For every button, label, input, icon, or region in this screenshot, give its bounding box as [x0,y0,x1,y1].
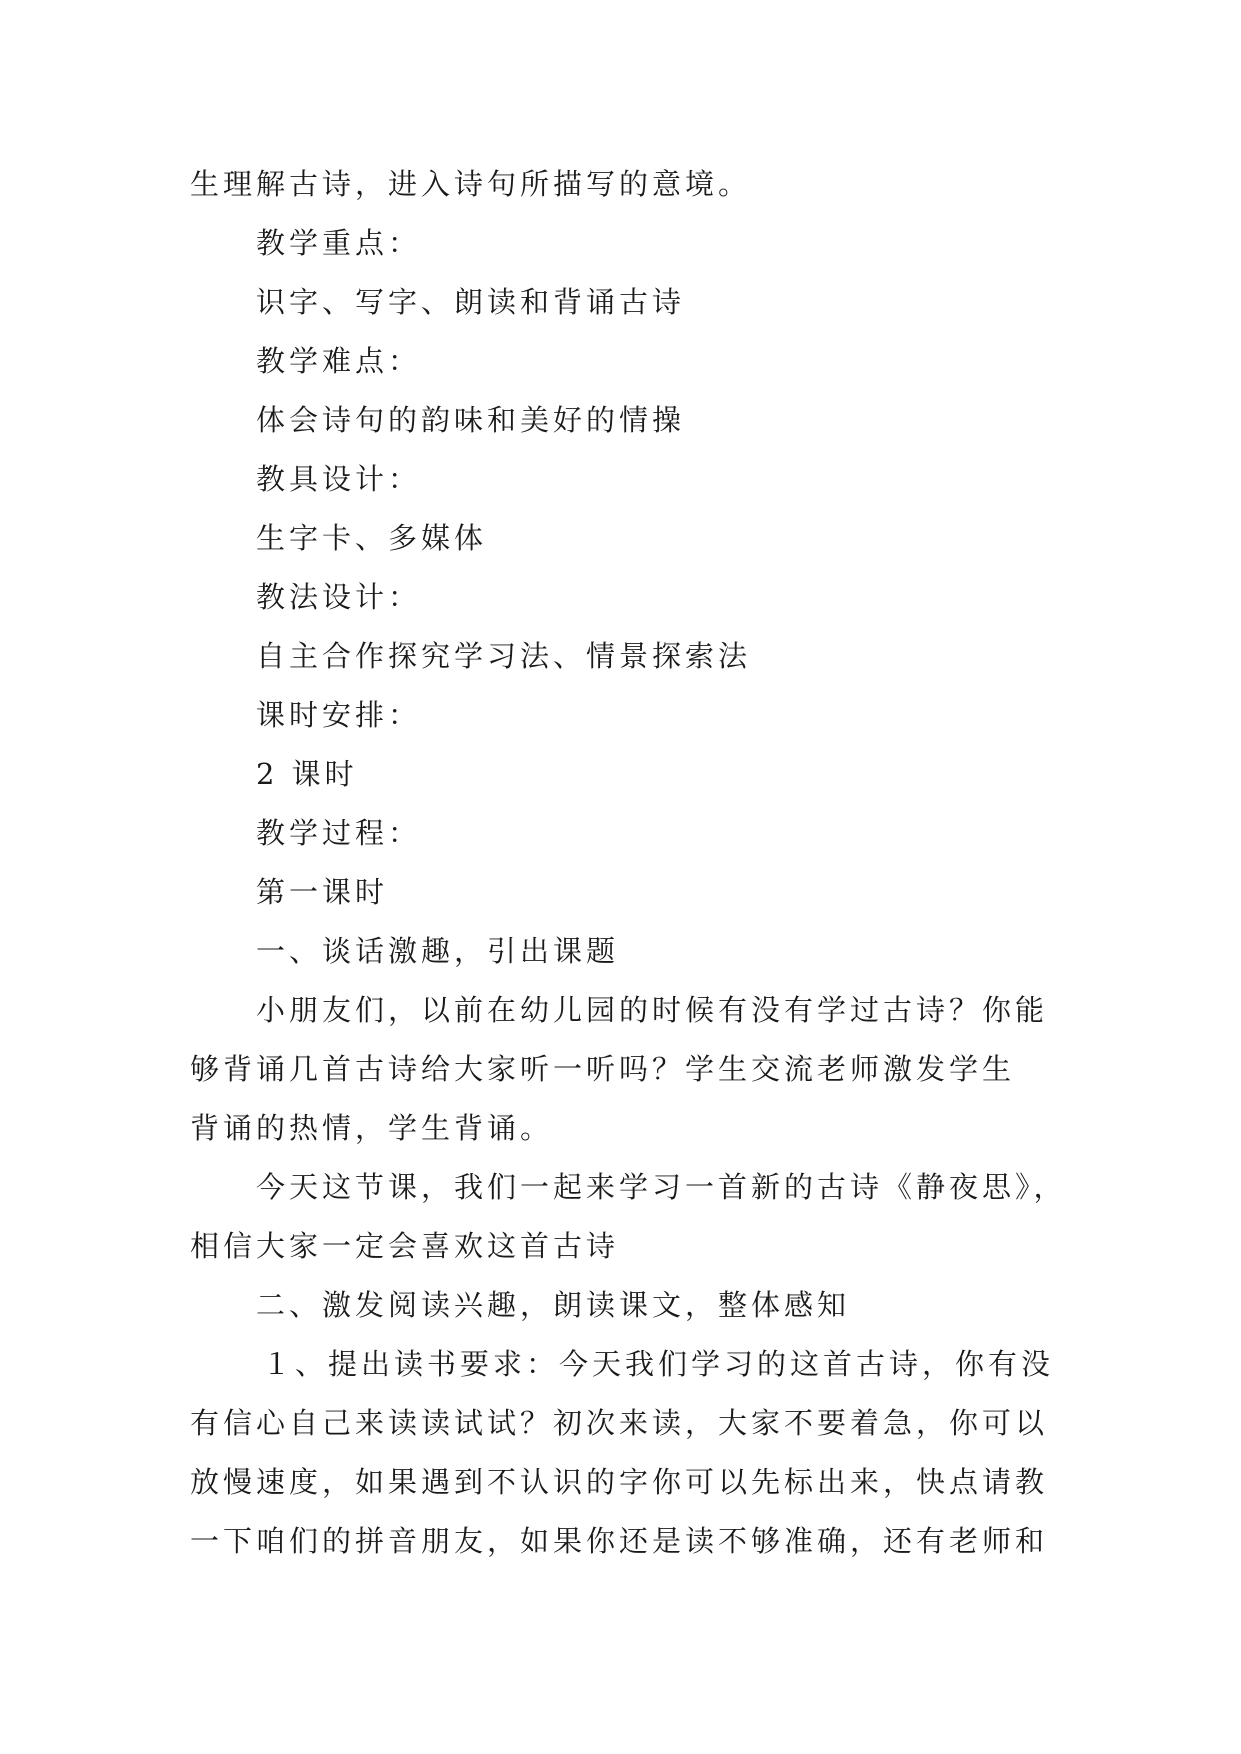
heading-teaching-process: 教学过程： [256,816,422,850]
heading-first-lesson: 第一课时 [256,875,389,909]
text-line: 放慢速度，如果遇到不认识的字你可以先标出来，快点请教 [190,1465,1049,1499]
text-line: 体会诗句的韵味和美好的情操 [256,403,686,437]
text-line: 自主合作探究学习法、情景探索法 [256,639,752,673]
text-line: 背诵的热情，学生背诵。 [190,1111,554,1145]
text-line: 识字、写字、朗读和背诵古诗 [256,285,686,319]
text-line: 相信大家一定会喜欢这首古诗 [190,1229,620,1263]
heading-schedule: 课时安排： [256,698,422,732]
text-line: 够背诵几首古诗给大家听一听吗？学生交流老师激发学生 [190,1052,1016,1086]
text-line: 有信心自己来读读试试？初次来读，大家不要着急，你可以 [190,1406,1049,1440]
text-line: 一下咱们的拼音朋友，如果你还是读不够准确，还有老师和 [190,1524,1049,1558]
text-line: 生理解古诗，进入诗句所描写的意境。 [190,167,752,201]
heading-teaching-method: 教法设计： [256,580,422,614]
text-line: 2 课时 [256,757,358,791]
heading-teaching-aids: 教具设计： [256,462,422,496]
text-line: １、提出读书要求：今天我们学习的这首古诗，你有没 [262,1347,1055,1381]
text-line: 生字卡、多媒体 [256,521,488,555]
text-line: 小朋友们，以前在幼儿园的时候有没有学过古诗？你能 [256,993,1049,1027]
heading-teaching-focus: 教学重点： [256,226,422,260]
heading-teaching-difficulty: 教学难点： [256,344,422,378]
text-line: 今天这节课，我们一起来学习一首新的古诗《静夜思》， [256,1170,1067,1204]
section-heading-1: 一、谈话激趣，引出课题 [256,934,620,968]
section-heading-2: 二、激发阅读兴趣，朗读课文，整体感知 [256,1288,851,1322]
